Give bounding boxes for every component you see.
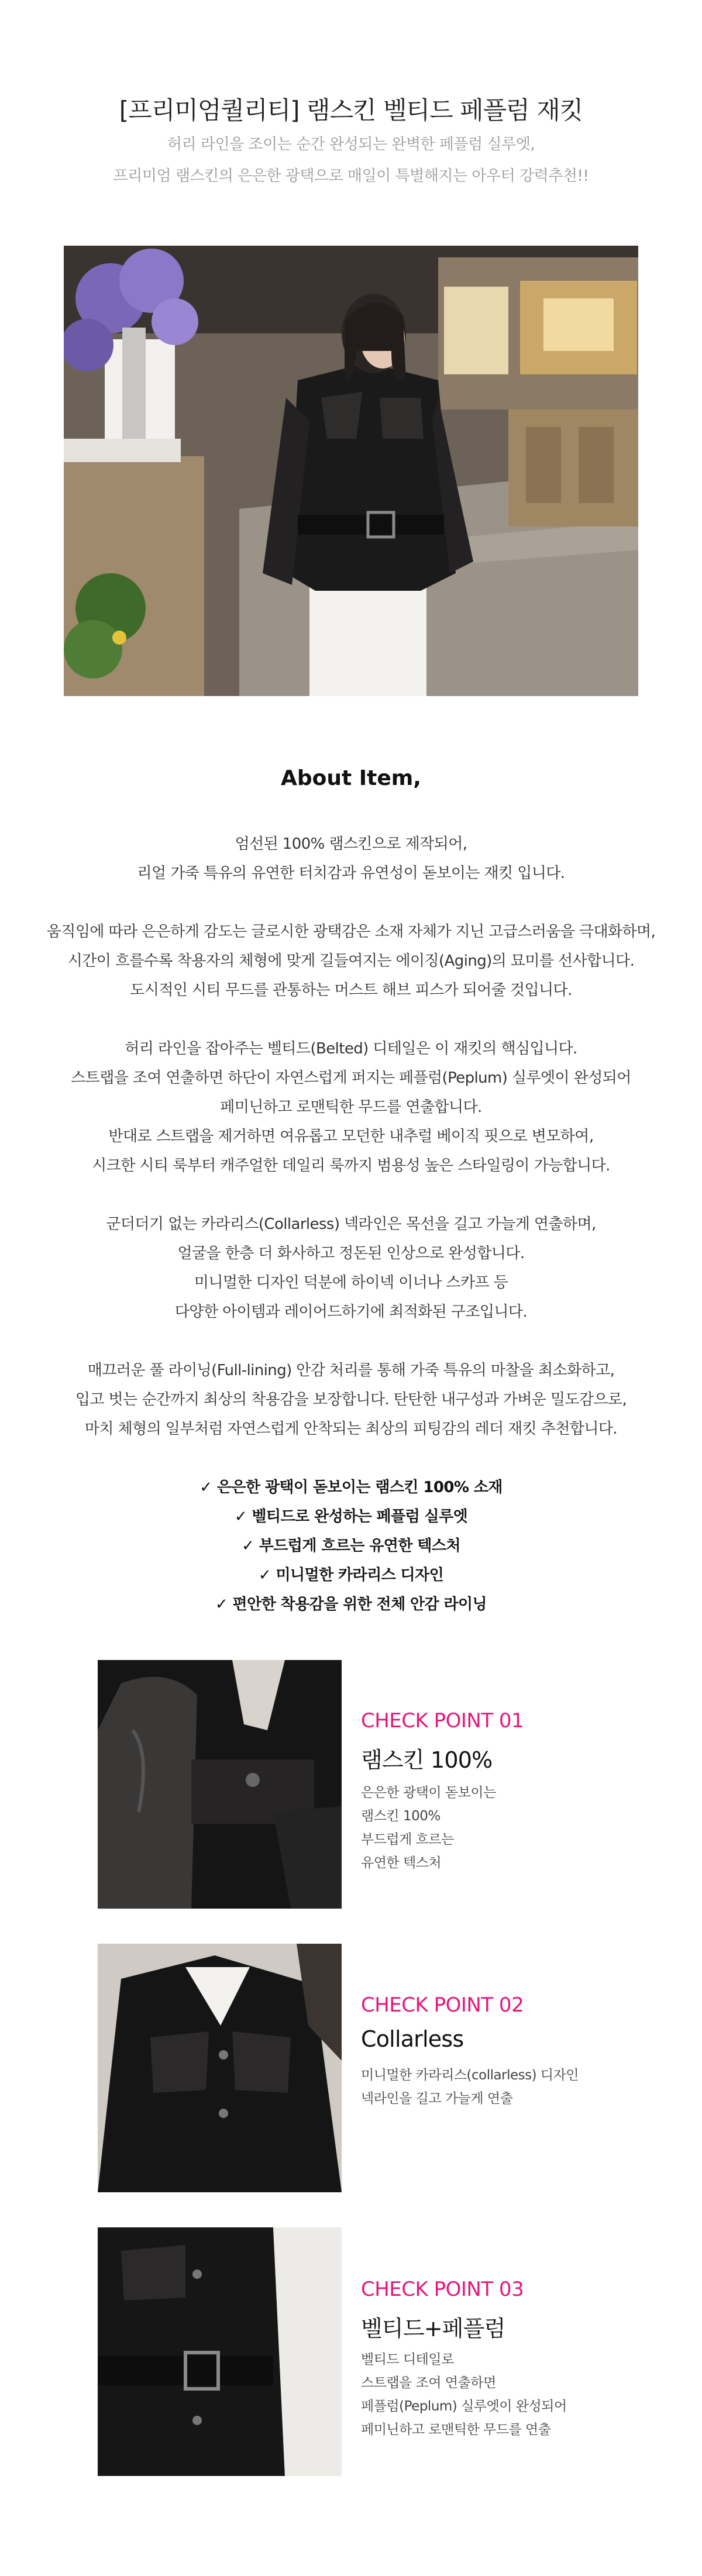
checkpoint-desc-line: 은은한 광택이 돋보이는 (361, 1785, 496, 1800)
checkpoint-desc-line: 미니멀한 카라리스(collarless) 디자인 (361, 2068, 579, 2083)
feature-point: ✓ 은은한 광택이 돋보이는 램스킨 100% 소재 (199, 1479, 503, 1496)
checkpoint-desc-line: 부드럽게 흐르는 (361, 1832, 454, 1847)
about-line: 군더더기 없는 카라리스(Collarless) 넥라인은 목선을 길고 가늘게 연출하며, (106, 1215, 596, 1233)
feature-point: ✓ 부드럽게 흐르는 유연한 텍스처 (242, 1537, 460, 1555)
checkpoint-3-label: CHECK POINT 03 (361, 2278, 524, 2301)
about-line: 다양한 아이템과 레이어드하기에 최적화된 구조입니다. (174, 1303, 528, 1321)
checkpoint-desc-line: 유연한 텍스처 (361, 1855, 442, 1871)
product-title: [프리미엄퀄리티] 램스킨 벨티드 페플럼 재킷 (119, 96, 583, 125)
about-line: 미니멀한 디자인 덕분에 하이넥 이너나 스카프 등 (194, 1274, 508, 1292)
feature-point: ✓ 미니멀한 카라리스 디자인 (258, 1566, 444, 1584)
checkpoint-2-heading: Collarless (361, 2026, 464, 2052)
about-line: 얼굴을 한층 더 화사하고 정돈된 인상으로 완성합니다. (177, 1245, 525, 1262)
checkpoint-desc-line: 스트랩을 조여 연출하면 (361, 2375, 496, 2391)
about-description (0, 829, 702, 1619)
checkpoint-desc-line: 페플럼(Peplum) 실루엣이 완성되어 (361, 2399, 567, 2414)
about-line: 움직임에 따라 은은하게 감도는 글로시한 광택감은 소재 자체가 지닌 고급스러움을 극대화하며, (46, 923, 656, 941)
about-line: 시간이 흐를수록 착용자의 체형에 맞게 길들여지는 에이징(Aging)의 묘미를 선사합니다. (67, 952, 635, 970)
feature-point: ✓ 벨티드로 완성하는 페플럼 실루엣 (234, 1508, 468, 1525)
checkpoint-1-description (361, 1781, 496, 1875)
about-line: 스트랩을 조여 연출하면 하단이 자연스럽게 퍼지는 페플럼(Peplum) 실루엣이 완성되어 (71, 1069, 631, 1087)
about-line: 엄선된 100% 램스킨으로 제작되어, (235, 835, 467, 853)
checkpoint-2-photo (98, 1944, 342, 2192)
checkpoint-2-label: CHECK POINT 02 (361, 1993, 524, 2017)
about-heading: About Item, (281, 766, 421, 790)
about-line: 매끄러운 풀 라이닝(Full-lining) 안감 처리를 통해 가죽 특유의 마찰을 최소화하고, (87, 1362, 615, 1379)
checkpoint-1-photo (98, 1660, 342, 1909)
checkpoint-1-label: CHECK POINT 01 (361, 1709, 524, 1733)
checkpoint-desc-line: 램스킨 100% (361, 1809, 441, 1824)
checkpoint-desc-line: 페미닌하고 로맨틱한 무드를 연출 (361, 2422, 551, 2437)
about-line: 페미닌하고 로맨틱한 무드를 연출합니다. (220, 1098, 482, 1116)
about-line: 마치 체형의 일부처럼 자연스럽게 안착되는 최상의 피팅감의 레더 재킷 추천합니다. (84, 1420, 618, 1438)
checkpoint-desc-line: 벨티드 디테일로 (361, 2352, 454, 2367)
about-line: 도시적인 시티 무드를 관통하는 머스트 해브 피스가 되어줄 것입니다. (130, 982, 572, 999)
about-line: 반대로 스트랩을 제거하면 여유롭고 모던한 내추럴 베이직 핏으로 변모하여, (108, 1128, 594, 1145)
checkpoint-3-heading: 벨티드+페플럼 (361, 2316, 505, 2341)
about-line: 허리 라인을 잡아주는 벨티드(Belted) 디테일은 이 재킷의 핵심입니다. (125, 1040, 577, 1058)
checkpoint-1-heading: 램스킨 100% (361, 1747, 493, 1773)
subtitle-line-2: 프리미엄 램스킨의 은은한 광택으로 매일이 특별해지는 아우터 강력추천!! (113, 167, 589, 185)
checkpoint-2-description (361, 2064, 579, 2110)
about-line: 입고 벗는 순간까지 최상의 착용감을 보장합니다. 탄탄한 내구성과 가벼운 밀도감으로, (75, 1391, 627, 1408)
checkpoint-desc-line: 넥라인을 길고 가늘게 연출 (361, 2091, 513, 2106)
checkpoint-3-photo (98, 2227, 342, 2476)
about-line: 시크한 시티 룩부터 캐주얼한 데일리 룩까지 범용성 높은 스타일링이 가능합니다. (92, 1157, 610, 1175)
feature-point: ✓ 편안한 착용감을 위한 전체 안감 라이닝 (215, 1596, 487, 1613)
subtitle-line-1: 허리 라인을 조이는 순간 완성되는 완벽한 페플럼 실루엣, (167, 136, 535, 153)
hero-product-photo (64, 246, 638, 696)
checkpoint-3-description (361, 2348, 567, 2441)
about-line: 리얼 가죽 특유의 유연한 터치감과 유연성이 돋보이는 재킷 입니다. (137, 865, 565, 882)
